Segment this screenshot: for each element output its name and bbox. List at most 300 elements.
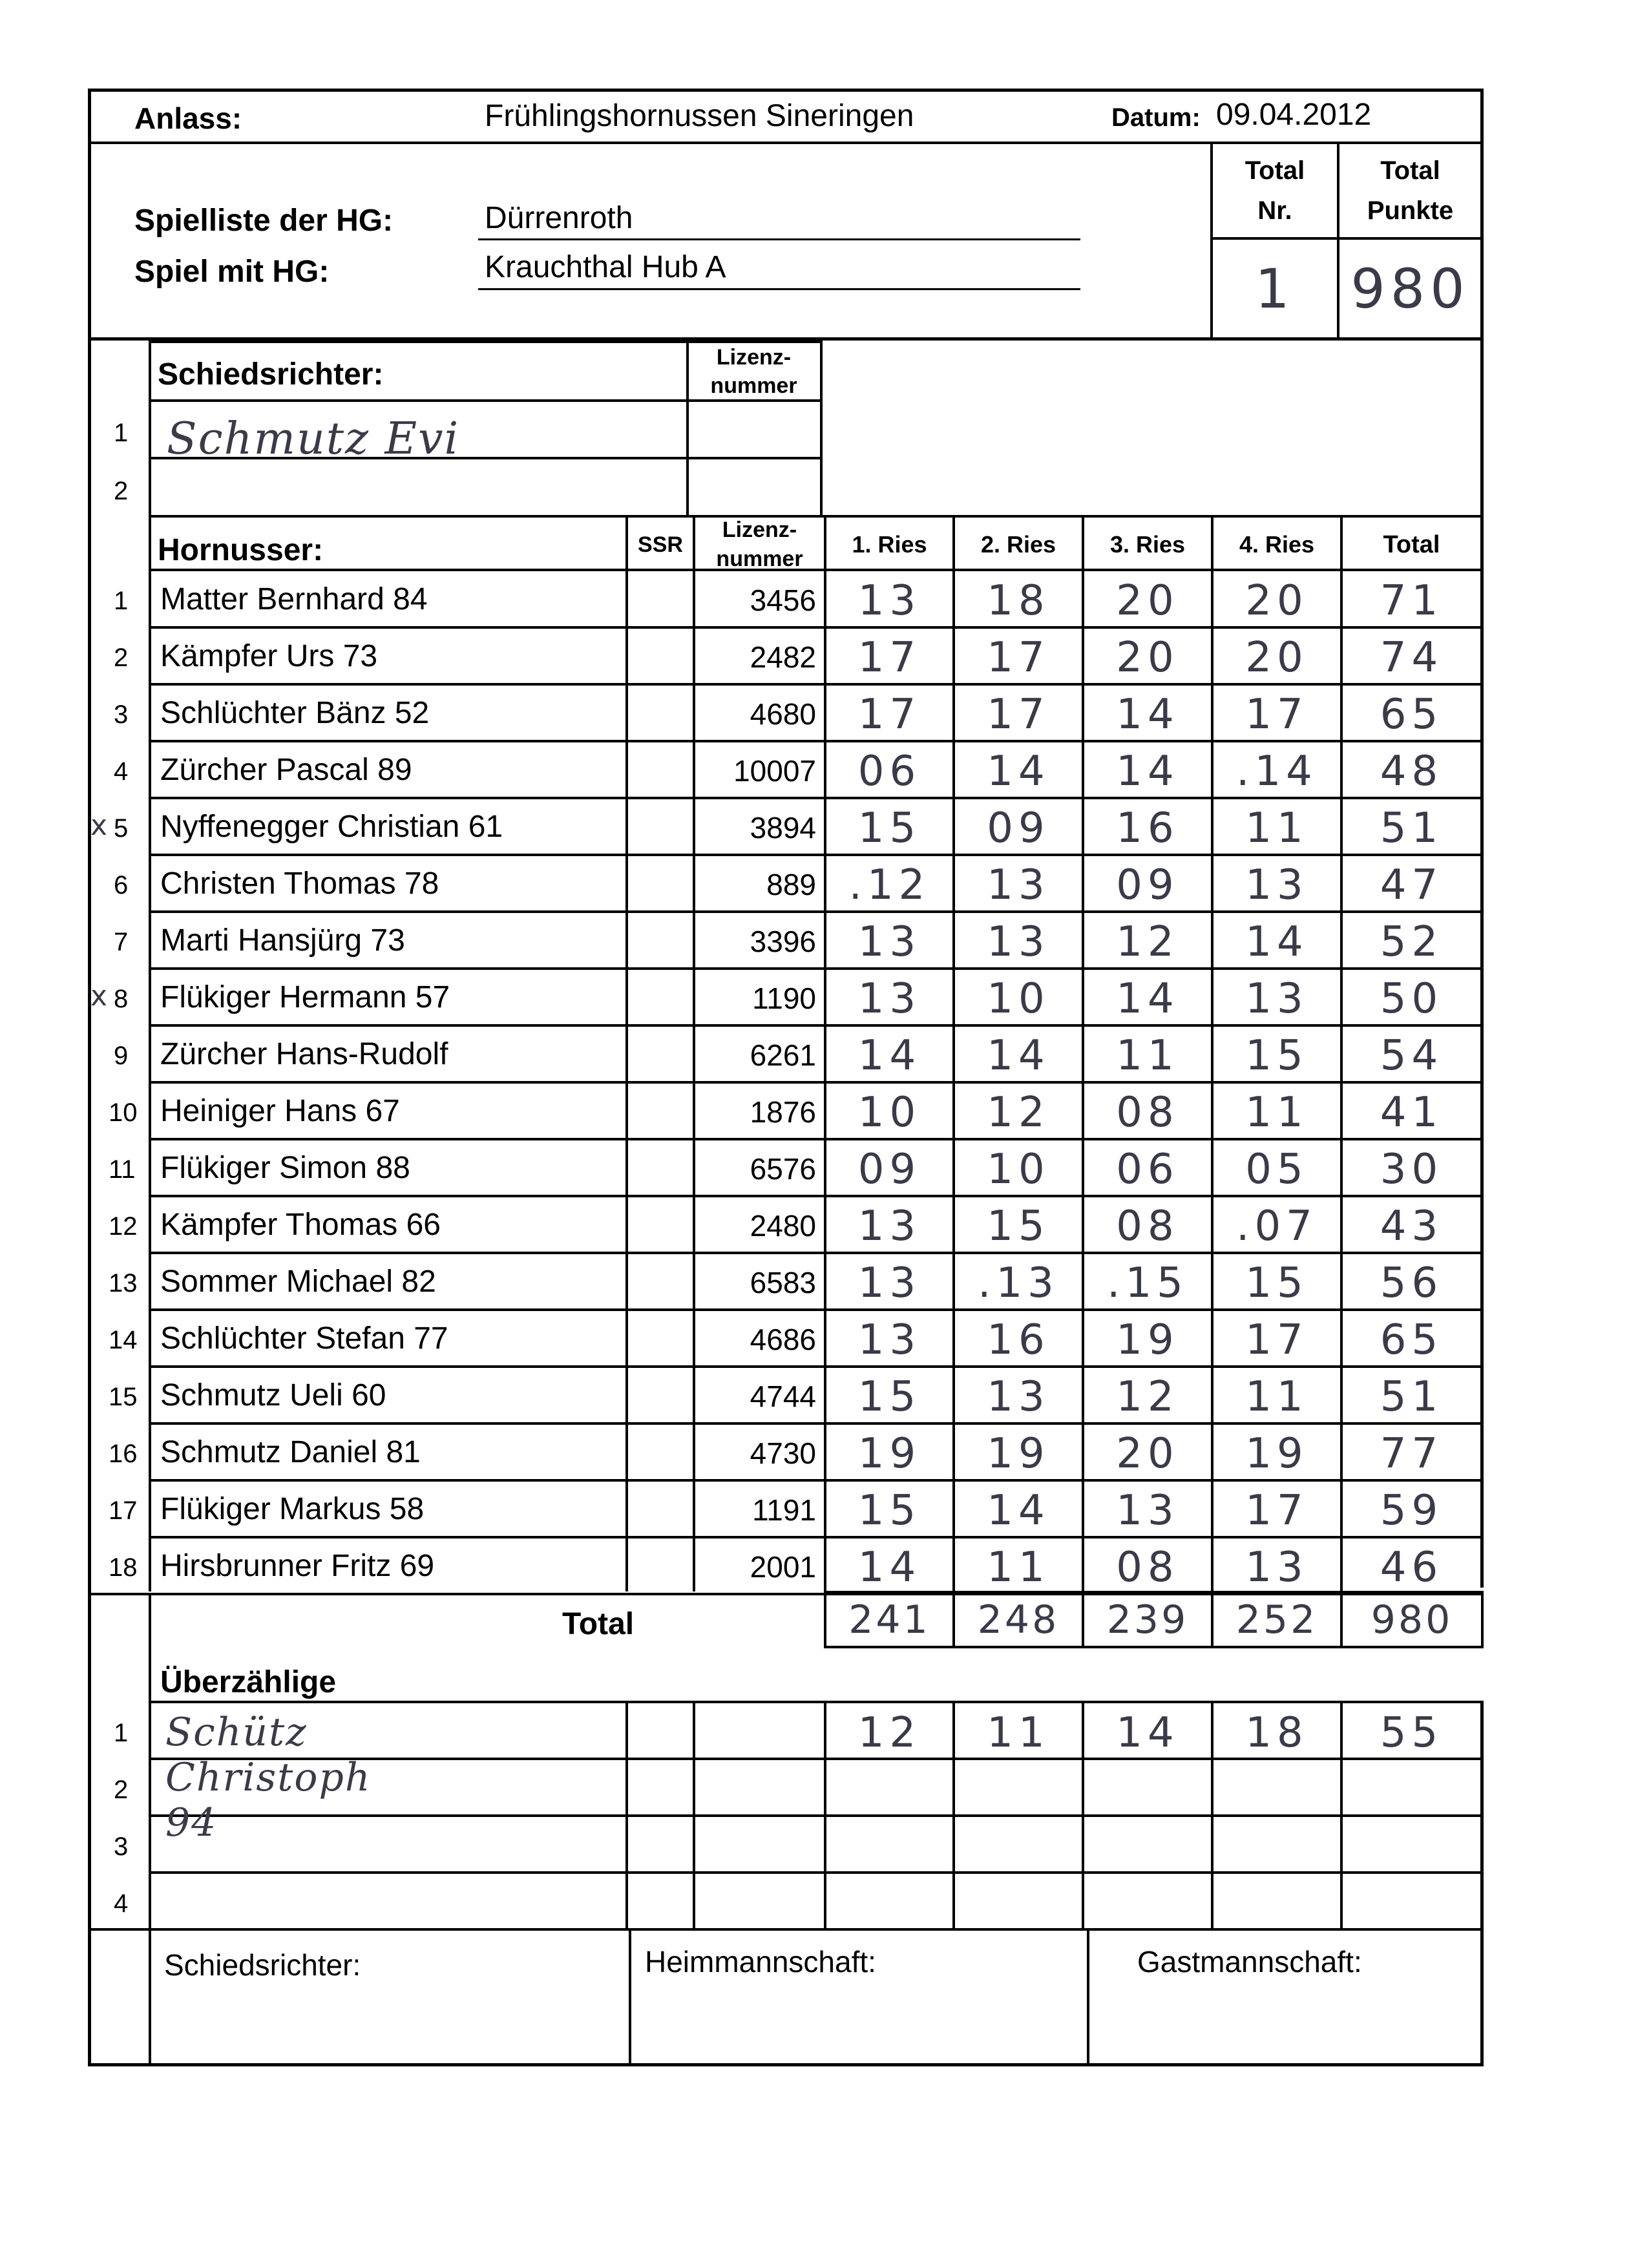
referee-nr: 2 — [114, 477, 129, 505]
player-total: 71 — [1380, 577, 1444, 625]
col-header-ries-4: 4. Ries — [1239, 530, 1315, 558]
player-score-r1: .12 — [848, 861, 930, 909]
referee-lizenz-header: Lizenz- nummer — [710, 344, 797, 398]
player-score-r4: 13 — [1245, 975, 1308, 1023]
score-cell-r3 — [1084, 972, 1211, 1026]
player-score-r4: 19 — [1245, 1430, 1308, 1478]
player-score-r1: 06 — [857, 748, 921, 795]
extra-score-cell-total — [1343, 1763, 1480, 1817]
datum-label: Datum: — [1111, 103, 1201, 132]
anlass-label: Anlass: — [134, 101, 242, 135]
player-score-r4: 20 — [1245, 634, 1308, 682]
row-check-mark: x — [90, 809, 108, 842]
spielliste-value: Dürrenroth — [485, 201, 633, 235]
col-header-ssr: SSR — [638, 532, 683, 557]
score-cell-r2 — [955, 1484, 1082, 1538]
player-score-r3: 20 — [1116, 1430, 1179, 1478]
extra-score-cell-r2 — [955, 1763, 1082, 1817]
player-name: Schlüchter Bänz 52 — [160, 696, 430, 730]
player-name: Schlüchter Stefan 77 — [160, 1321, 448, 1356]
total-punkte-value: 980 — [1350, 257, 1470, 320]
score-cell-r2 — [955, 1427, 1082, 1481]
player-score-r1: 17 — [857, 634, 921, 682]
player-lizenz: 10007 — [733, 754, 816, 788]
row-number: 12 — [109, 1212, 138, 1241]
player-score-r3: 20 — [1116, 634, 1179, 682]
score-cell-r3 — [1084, 574, 1211, 628]
score-cell-r4 — [1213, 972, 1340, 1026]
score-cell-r3 — [1084, 631, 1211, 685]
score-cell-r4 — [1213, 915, 1340, 969]
player-name: Matter Bernhard 84 — [160, 582, 428, 616]
score-cell-r1 — [826, 915, 952, 969]
player-total: 77 — [1380, 1430, 1444, 1478]
extra-score-cell-r4 — [1213, 1706, 1340, 1760]
score-cell-r3 — [1084, 744, 1211, 799]
player-score-r4: 11 — [1245, 1089, 1308, 1137]
score-cell-total — [1343, 1142, 1480, 1197]
referee-nr: 1 — [114, 419, 129, 447]
player-score-r1: 14 — [857, 1544, 921, 1591]
player-score-r2: 09 — [987, 804, 1050, 852]
total-ries-3: 239 — [1106, 1597, 1189, 1643]
signature-bottom-rule — [88, 2063, 1484, 2066]
score-cell-r4 — [1213, 1029, 1340, 1083]
score-cell-r4 — [1213, 1142, 1340, 1197]
score-cell-r4 — [1213, 1427, 1340, 1481]
player-lizenz: 4744 — [750, 1380, 816, 1413]
player-score-r1: 13 — [857, 918, 921, 966]
row-number: 15 — [109, 1383, 138, 1411]
score-cell-r4 — [1213, 1540, 1340, 1595]
extra-score-cell-r1 — [826, 1820, 952, 1874]
score-cell-r1 — [826, 1370, 952, 1424]
score-cell-r1 — [826, 972, 952, 1026]
player-score-r2: 13 — [987, 918, 1050, 966]
player-lizenz: 1191 — [752, 1493, 816, 1527]
row-check-mark: x — [90, 980, 108, 1013]
player-score-r3: 12 — [1116, 1373, 1179, 1421]
score-cell-r4 — [1213, 574, 1340, 628]
score-cell-r4 — [1213, 1313, 1340, 1367]
player-name: Schmutz Ueli 60 — [160, 1378, 386, 1412]
player-lizenz: 4680 — [750, 697, 816, 731]
row-number: 7 — [114, 928, 129, 956]
score-cell-r2 — [955, 1540, 1082, 1595]
score-cell-r1 — [826, 1029, 952, 1083]
col-header-ries-2: 2. Ries — [980, 530, 1056, 558]
header-rule — [88, 142, 1484, 144]
score-cell-total — [1343, 915, 1480, 969]
player-score-r2: 11 — [987, 1544, 1050, 1591]
player-score-r1: 13 — [857, 1316, 921, 1364]
row-number: 18 — [109, 1553, 138, 1582]
player-total: 51 — [1380, 804, 1444, 852]
player-total: 48 — [1380, 748, 1444, 795]
player-name: Heiniger Hans 67 — [160, 1094, 400, 1128]
score-cell-total — [1343, 1484, 1480, 1538]
player-total: 43 — [1380, 1202, 1444, 1250]
extra-row-number: 2 — [114, 1776, 129, 1804]
player-lizenz: 2001 — [750, 1550, 816, 1584]
row-number: 16 — [109, 1440, 138, 1468]
score-cell-r3 — [1084, 1029, 1211, 1083]
score-cell-total — [1343, 972, 1480, 1026]
extra-score-cell-r4 — [1213, 1763, 1340, 1817]
score-cell-r2 — [955, 1256, 1082, 1310]
col-header-name: Hornusser: — [158, 533, 324, 567]
spielliste-underline — [478, 238, 1080, 240]
player-score-r4: 13 — [1245, 861, 1308, 909]
signature-schiedsrichter: Schiedsrichter: — [164, 1948, 361, 1982]
player-name: Hirsbrunner Fritz 69 — [160, 1549, 435, 1583]
extra-score-cell-total — [1343, 1706, 1480, 1760]
score-cell-r2 — [955, 972, 1082, 1026]
spiel-mit-value: Krauchthal Hub A — [485, 250, 726, 284]
score-cell-r1 — [826, 631, 952, 685]
player-total: 52 — [1380, 918, 1444, 966]
score-cell-r1 — [826, 1484, 952, 1538]
player-total: 41 — [1380, 1089, 1444, 1137]
datum-value: 09.04.2012 — [1216, 98, 1372, 132]
extra-score-r2: 11 — [987, 1709, 1050, 1757]
score-cell-r2 — [955, 1142, 1082, 1197]
player-score-r1: 17 — [857, 691, 921, 739]
row-number: 4 — [114, 757, 129, 786]
row-number: 13 — [109, 1269, 138, 1297]
player-lizenz: 3456 — [750, 583, 816, 617]
score-cell-r1 — [826, 744, 952, 799]
player-score-r2: 17 — [987, 691, 1050, 739]
extra-score-cell-r1 — [826, 1876, 952, 1931]
player-lizenz: 1190 — [752, 982, 816, 1015]
anlass-value: Frühlingshornussen Sineringen — [485, 99, 914, 133]
extra-total: 55 — [1380, 1709, 1444, 1757]
player-score-r4: 13 — [1245, 1544, 1308, 1591]
score-cell-r1 — [826, 1142, 952, 1197]
player-score-r4: 05 — [1245, 1146, 1308, 1193]
score-cell-r2 — [955, 574, 1082, 628]
col-header-ries-1: 1. Ries — [852, 530, 927, 558]
player-score-r4: 11 — [1245, 1373, 1308, 1421]
extras-top-rule — [149, 1701, 1484, 1703]
player-name: Zürcher Hans-Rudolf — [160, 1037, 448, 1071]
player-score-r2: 10 — [987, 1146, 1050, 1193]
extra-score-cell-r1 — [826, 1763, 952, 1817]
score-cell-r2 — [955, 858, 1082, 912]
score-cell-r2 — [955, 1029, 1082, 1083]
extra-score-r3: 14 — [1116, 1709, 1179, 1757]
player-total: 51 — [1380, 1373, 1444, 1421]
player-score-r1: 13 — [857, 577, 921, 625]
score-cell-r2 — [955, 915, 1082, 969]
player-score-r2: 13 — [987, 861, 1050, 909]
player-score-r3: 14 — [1116, 691, 1179, 739]
score-cell-r3 — [1084, 1199, 1211, 1254]
player-total: 65 — [1380, 1316, 1444, 1364]
player-score-r3: 16 — [1116, 804, 1179, 852]
total-ries-2: 248 — [977, 1597, 1060, 1643]
signature-top-rule — [88, 1928, 1484, 1931]
player-score-r1: 10 — [857, 1089, 921, 1137]
spielliste-label: Spielliste der HG: — [134, 204, 394, 238]
player-score-r3: 09 — [1116, 861, 1179, 909]
player-score-r3: 11 — [1116, 1032, 1179, 1080]
score-cell-total — [1343, 688, 1480, 742]
player-score-r4: 14 — [1245, 918, 1308, 966]
extra-score-cell-r3 — [1084, 1763, 1211, 1817]
row-number: 8 — [114, 985, 129, 1013]
signature-gastmannschaft: Gastmannschaft: — [1137, 1945, 1362, 1979]
score-cell-r2 — [955, 1313, 1082, 1367]
row-number: 6 — [114, 871, 129, 899]
score-cell-r2 — [955, 1086, 1082, 1140]
player-score-r4: .07 — [1236, 1202, 1318, 1250]
player-name: Nyffenegger Christian 61 — [160, 810, 503, 844]
score-cell-r1 — [826, 1256, 952, 1310]
player-name: Marti Hansjürg 73 — [160, 923, 405, 958]
player-score-r1: 15 — [857, 1373, 921, 1421]
referee-title: Schiedsrichter: — [158, 357, 384, 392]
player-name: Flükiger Markus 58 — [160, 1492, 425, 1526]
player-total: 50 — [1380, 975, 1444, 1023]
total-punkte-label-1: Total — [1380, 156, 1440, 185]
score-cell-total — [1343, 1313, 1480, 1367]
score-cell-r3 — [1084, 1256, 1211, 1310]
extra-score-cell-r4 — [1213, 1876, 1340, 1931]
row-number: 14 — [109, 1326, 138, 1354]
player-score-r3: 19 — [1116, 1316, 1179, 1364]
extra-row-number: 3 — [114, 1832, 129, 1861]
player-score-r2: 16 — [987, 1316, 1050, 1364]
extra-score-cell-r3 — [1084, 1820, 1211, 1874]
player-score-r2: 14 — [987, 1032, 1050, 1080]
spiel-mit-label: Spiel mit HG: — [134, 255, 330, 289]
score-cell-r3 — [1084, 1313, 1211, 1367]
total-ries-4: 252 — [1235, 1597, 1318, 1643]
player-score-r3: 20 — [1116, 577, 1179, 625]
player-total: 47 — [1380, 861, 1444, 909]
score-cell-r2 — [955, 631, 1082, 685]
player-score-r3: 13 — [1116, 1487, 1179, 1535]
extra-score-cell-r3 — [1084, 1876, 1211, 1931]
player-score-r4: 17 — [1245, 1487, 1308, 1535]
player-total: 54 — [1380, 1032, 1444, 1080]
player-name: Flükiger Hermann 57 — [160, 980, 450, 1014]
score-cell-r3 — [1084, 1370, 1211, 1424]
player-total: 59 — [1380, 1487, 1444, 1535]
extra-score-cell-r2 — [955, 1820, 1082, 1874]
player-score-r1: 14 — [857, 1032, 921, 1080]
player-lizenz: 6261 — [750, 1038, 816, 1072]
player-name: Christen Thomas 78 — [160, 866, 439, 901]
player-score-r2: 13 — [987, 1373, 1050, 1421]
player-score-r2: 10 — [987, 975, 1050, 1023]
row-number: 5 — [114, 814, 129, 843]
player-name: Schmutz Daniel 81 — [160, 1435, 421, 1469]
player-score-r2: 15 — [987, 1202, 1050, 1250]
score-cell-total — [1343, 1540, 1480, 1595]
player-total: 56 — [1380, 1259, 1444, 1307]
score-cell-total — [1343, 1427, 1480, 1481]
player-score-r1: 13 — [857, 975, 921, 1023]
score-cell-r1 — [826, 1199, 952, 1254]
player-score-r3: 08 — [1116, 1544, 1179, 1591]
row-number: 17 — [109, 1496, 138, 1525]
player-lizenz: 4730 — [750, 1436, 816, 1470]
score-cell-r3 — [1084, 801, 1211, 856]
score-cell-r4 — [1213, 744, 1340, 799]
total-ries-1: 241 — [848, 1597, 930, 1643]
extras-title: Überzählige — [160, 1665, 337, 1699]
player-total: 65 — [1380, 691, 1444, 739]
col-header-lizenz: Lizenz- nummer — [716, 518, 803, 571]
score-cell-r3 — [1084, 858, 1211, 912]
player-lizenz: 889 — [766, 868, 816, 901]
score-cell-r1 — [826, 574, 952, 628]
player-lizenz: 4686 — [750, 1323, 816, 1356]
row-number: 9 — [114, 1042, 129, 1070]
player-score-r3: 14 — [1116, 748, 1179, 795]
player-name: Kämpfer Urs 73 — [160, 639, 378, 673]
player-score-r4: 15 — [1245, 1259, 1308, 1307]
extra-score-cell-r4 — [1213, 1820, 1340, 1874]
player-score-r3: 06 — [1116, 1146, 1179, 1193]
referee-name: Schmutz Evi — [167, 414, 460, 465]
player-lizenz: 2480 — [750, 1209, 816, 1243]
player-score-r4: 11 — [1245, 804, 1308, 852]
player-name: Sommer Michael 82 — [160, 1265, 436, 1299]
score-cell-r3 — [1084, 915, 1211, 969]
player-score-r3: 14 — [1116, 975, 1179, 1023]
score-cell-total — [1343, 744, 1480, 799]
col-header-ries-3: 3. Ries — [1109, 530, 1186, 558]
total-row-left — [149, 1593, 151, 2066]
total-row-label: Total — [562, 1607, 635, 1641]
score-cell-total — [1343, 1370, 1480, 1424]
signature-heimmannschaft: Heimmannschaft: — [645, 1945, 876, 1979]
player-score-r2: 14 — [987, 748, 1050, 795]
total-sum: 980 — [1371, 1597, 1453, 1643]
col-header-total: Total — [1383, 530, 1440, 558]
player-name: Kämpfer Thomas 66 — [160, 1208, 441, 1242]
score-cell-r1 — [826, 801, 952, 856]
player-score-r4: 17 — [1245, 1316, 1308, 1364]
row-number: 2 — [114, 644, 129, 672]
extra-score-cell-total — [1343, 1820, 1480, 1874]
player-score-r2: 14 — [987, 1487, 1050, 1535]
score-cell-total — [1343, 1199, 1480, 1254]
player-score-r2: 12 — [987, 1089, 1050, 1137]
total-nr-label-2: Nr. — [1257, 196, 1292, 225]
score-cell-total — [1343, 1029, 1480, 1083]
total-punkte-label-2: Punkte — [1367, 196, 1454, 225]
player-score-r3: 12 — [1116, 918, 1179, 966]
score-cell-total — [1343, 858, 1480, 912]
score-cell-r4 — [1213, 631, 1340, 685]
score-cell-total — [1343, 1086, 1480, 1140]
extra-score-cell-r2 — [955, 1876, 1082, 1931]
row-number: 11 — [109, 1155, 136, 1184]
extra-score-r1: 12 — [857, 1709, 921, 1757]
score-cell-total — [1343, 631, 1480, 685]
player-score-r1: 13 — [857, 1202, 921, 1250]
spiel-mit-underline — [478, 288, 1080, 290]
score-cell-total — [1343, 574, 1480, 628]
player-score-r1: 15 — [857, 1487, 921, 1535]
score-cell-r1 — [826, 1427, 952, 1481]
player-lizenz: 1876 — [750, 1095, 816, 1129]
score-cell-r4 — [1213, 1256, 1340, 1310]
score-cell-r4 — [1213, 801, 1340, 856]
score-cell-total — [1343, 1256, 1480, 1310]
player-name: Flükiger Simon 88 — [160, 1151, 410, 1185]
score-cell-r3 — [1084, 1540, 1211, 1595]
player-total: 46 — [1380, 1544, 1444, 1591]
score-cell-r4 — [1213, 1086, 1340, 1140]
extra-row-number: 4 — [114, 1889, 129, 1918]
row-number: 10 — [109, 1098, 138, 1127]
player-name: Zürcher Pascal 89 — [160, 753, 412, 787]
player-score-r3: 08 — [1116, 1089, 1179, 1137]
player-score-r1: 09 — [857, 1146, 921, 1193]
player-score-r1: 15 — [857, 804, 921, 852]
player-score-r4: 15 — [1245, 1032, 1308, 1080]
player-score-r2: 17 — [987, 634, 1050, 682]
player-lizenz: 2482 — [750, 640, 816, 674]
score-cell-r3 — [1084, 1086, 1211, 1140]
player-score-r3: 08 — [1116, 1202, 1179, 1250]
score-cell-r2 — [955, 1370, 1082, 1424]
score-cell-r2 — [955, 688, 1082, 742]
signature-right-border — [1480, 1928, 1484, 2066]
score-cell-r3 — [1084, 688, 1211, 742]
player-lizenz: 6583 — [750, 1266, 816, 1299]
extra-score-cell-total — [1343, 1876, 1480, 1931]
total-nr-value: 1 — [1255, 257, 1295, 320]
score-cell-r1 — [826, 1086, 952, 1140]
extra-player-name: Schütz Christoph 94 — [165, 1710, 372, 1845]
player-score-r4: .14 — [1236, 748, 1318, 795]
score-cell-r1 — [826, 1313, 952, 1367]
extra-score-cell-r1 — [826, 1706, 952, 1760]
player-total: 74 — [1380, 634, 1444, 682]
player-score-r2: 19 — [987, 1430, 1050, 1478]
score-cell-r4 — [1213, 1370, 1340, 1424]
player-score-r4: 20 — [1245, 577, 1308, 625]
player-score-r1: 13 — [857, 1259, 921, 1307]
player-score-r3: .15 — [1107, 1259, 1188, 1307]
extra-row-number: 1 — [114, 1719, 129, 1747]
player-lizenz: 3894 — [750, 811, 816, 845]
score-cell-r2 — [955, 801, 1082, 856]
player-score-r1: 19 — [857, 1430, 921, 1478]
score-cell-r1 — [826, 688, 952, 742]
extra-score-cell-r2 — [955, 1706, 1082, 1760]
score-cell-r2 — [955, 744, 1082, 799]
row-number: 3 — [114, 700, 129, 729]
score-cell-total — [1343, 801, 1480, 856]
score-cell-r3 — [1084, 1142, 1211, 1197]
player-total: 30 — [1380, 1146, 1444, 1193]
score-cell-r4 — [1213, 1199, 1340, 1254]
player-score-r4: 17 — [1245, 691, 1308, 739]
extra-score-cell-r3 — [1084, 1706, 1211, 1760]
total-nr-label-1: Total — [1245, 156, 1305, 185]
player-lizenz: 3396 — [750, 925, 816, 958]
score-cell-r1 — [826, 1540, 952, 1595]
score-cell-r4 — [1213, 858, 1340, 912]
